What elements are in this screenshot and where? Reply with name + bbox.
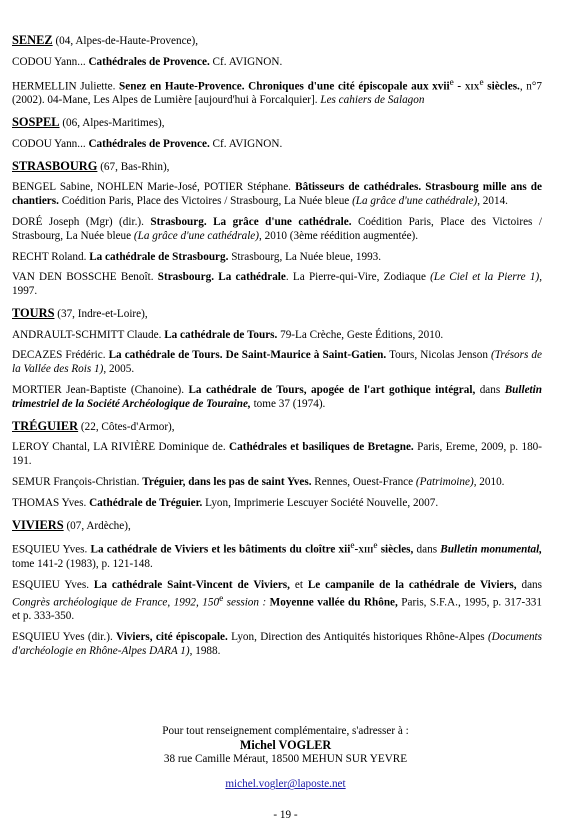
entry-title: Senez en Haute-Provence. Chroniques d'une cité épiscopale aux xvii: [119, 80, 450, 93]
section-viviers: [12, 519, 542, 659]
entry-bolditalic: Bulletin trimestriel de la Société Archéologique de Touraine,: [12, 384, 542, 410]
entry-rest: 79-La Crèche, Geste Éditions, 2010.: [277, 328, 444, 341]
bib-entry: [12, 138, 542, 152]
entry-mid: - xix: [453, 80, 480, 93]
section-senez: [12, 34, 542, 108]
section-strasbourg: [12, 160, 542, 299]
entry-sup2: e: [479, 77, 484, 88]
entry-title: Cathédrales de Provence.: [88, 137, 210, 150]
bib-entry: [12, 271, 542, 299]
department: (07, Ardèche),: [63, 519, 131, 532]
bib-entry: [12, 329, 542, 343]
department: (06, Alpes-Maritimes),: [59, 116, 165, 129]
entry-author: RECHT Roland.: [12, 250, 90, 263]
entry-author: ESQUIEU Yves.: [12, 578, 94, 591]
department: (22, Côtes-d'Armor),: [78, 420, 175, 433]
entry-title: Cathédrale de Tréguier.: [89, 496, 203, 509]
entry-title: Cathédrales de Provence.: [88, 55, 210, 68]
entry-italic2: session :: [223, 596, 267, 609]
footer-email-link[interactable]: michel.vogler@laposte.net: [225, 778, 346, 791]
entry-rest2: , 2005.: [103, 363, 135, 376]
section-tréguier: [12, 420, 542, 511]
entry-author: SEMUR François-Christian.: [12, 476, 143, 489]
bib-entry: [12, 631, 542, 659]
city-name: VIVIERS: [12, 517, 64, 532]
entry-rest: dans: [475, 384, 505, 397]
entry-rest: Rennes, Ouest-France: [311, 476, 416, 489]
bib-entry: [12, 579, 542, 624]
entry-rest: dans: [413, 544, 441, 557]
bib-entry: [12, 497, 542, 511]
bib-entry: [12, 540, 542, 571]
entry-italic: (Le Ciel et la Pierre 1): [430, 271, 540, 284]
entry-rest2: Paris, S.F.A., 1995, p. 317-331 et p. 333-350.: [12, 596, 542, 623]
entry-author: BENGEL Sabine, NOHLEN Marie-José, POTIER Stéphane.: [12, 181, 296, 194]
entry-rest3: dans: [516, 578, 542, 591]
entry-sup1: e: [449, 77, 454, 88]
entry-italic: Les cahiers de Salagon: [317, 94, 425, 107]
entry-rest: . La Pierre-qui-Vire, Zodiaque: [285, 271, 431, 284]
entry-italic: (La grâce d'une cathédrale): [352, 195, 478, 208]
bib-entry: [12, 441, 542, 469]
entry-rest: Paris, Ereme, 2009, p. 180-191.: [12, 441, 543, 468]
entry-rest: Coédition Paris, Place des Victoires / Strasbourg, La Nuée bleue: [58, 195, 353, 208]
department: (04, Alpes-de-Haute-Provence),: [52, 35, 199, 47]
section-sospel: [12, 116, 542, 152]
bib-entry: [12, 56, 542, 70]
bib-entry: [12, 77, 542, 108]
entry-title: Tréguier, dans les pas de saint Yves.: [142, 476, 312, 489]
entry-rest: Tours, Nicolas Jenson: [386, 349, 492, 362]
entry-title2: siècles,: [377, 544, 414, 557]
entry-italic: (Patrimoine): [415, 476, 474, 489]
section-heading: [12, 420, 542, 435]
entry-author: MORTIER Jean-Baptiste (Chanoine).: [12, 384, 189, 397]
entry-author: ESQUIEU Yves.: [12, 544, 91, 557]
entry-author: HERMELLIN Juliette.: [12, 80, 120, 93]
entry-title: Strasbourg. La cathédrale: [157, 271, 286, 284]
city-name: SENEZ: [12, 33, 53, 47]
footer-address: 38 rue Camille Méraut, 18500 MEHUN SUR YEVRE: [163, 752, 408, 765]
entry-author: ESQUIEU Yves (dir.).: [12, 630, 117, 643]
bib-entry: [12, 251, 542, 265]
bib-entry: [12, 384, 542, 412]
entry-title: Strasbourg. La grâce d'une cathédrale.: [150, 215, 352, 228]
entry-title: Bâtisseurs de cathédrales. Strasbourg mille ans de chantiers.: [12, 181, 542, 208]
bib-entry: [12, 349, 542, 377]
bib-entry: [12, 181, 542, 209]
entry-italic: (Documents d'archéologie en Rhône-Alpes DARA 1): [12, 630, 542, 657]
entry-title: La cathédrale Saint-Vincent de Viviers,: [93, 578, 290, 591]
entry-mid: -xiii: [354, 544, 374, 557]
city-name: TRÉGUIER: [12, 418, 79, 433]
entry-title: La cathédrale de Strasbourg.: [89, 250, 229, 263]
city-name: STRASBOURG: [12, 158, 98, 173]
entry-author: DORÉ Joseph (Mgr) (dir.).: [12, 215, 151, 228]
entry-sup2: e: [373, 541, 378, 552]
entry-sup1: e: [350, 541, 355, 552]
footer-name: Michel VOGLER: [239, 737, 332, 752]
entry-rest: Coédition Paris, Place des Victoires / Strasbourg, La Nuée bleue: [12, 215, 542, 242]
entry-title: Viviers, cité épiscopale.: [116, 630, 228, 643]
city-name: TOURS: [12, 305, 55, 320]
entry-rest: Lyon, Direction des Antiquités historiques Rhône-Alpes: [227, 630, 488, 643]
entry-rest2: tome 37 (1974).: [250, 397, 326, 410]
entry-author: CODOU Yann...: [12, 137, 89, 150]
entry-author: LEROY Chantal, LA RIVIÈRE Dominique de.: [12, 441, 230, 454]
entry-bolditalic: Bulletin monumental,: [440, 544, 542, 557]
entry-rest2: , 2014.: [477, 195, 508, 208]
section-tours: [12, 307, 542, 412]
entry-rest: Lyon, Imprimerie Lescuyer Société Nouvelle, 2007.: [202, 496, 439, 509]
entry-rest2: , 2010 (3ème réédition augmentée).: [259, 229, 419, 242]
entry-rest2: tome 141-2 (1983), p. 121-148.: [12, 557, 153, 570]
entry-rest: Cf. AVIGNON.: [209, 137, 283, 150]
entry-author: THOMAS Yves.: [12, 496, 90, 509]
entry-title3: Le campanile de la cathédrale de Viviers,: [307, 578, 517, 591]
entry-rest2: , 1997.: [12, 271, 542, 298]
section-heading: [12, 519, 542, 534]
entry-italic: (Trésors de la Vallée des Rois 1): [12, 349, 542, 376]
footer-contact-line: Pour tout renseignement complémentaire, s'adresser à :: [162, 725, 409, 737]
entry-italic: (La grâce d'une cathédrale): [133, 229, 260, 242]
entry-title: Cathédrales et basiliques de Bretagne.: [229, 441, 414, 454]
entry-rest: , n°7 (2002). 04-Mane, Les Alpes de Lumière [aujourd'hui à Forcalquier].: [12, 80, 542, 107]
section-heading: [12, 307, 542, 322]
section-heading: [12, 116, 542, 131]
section-heading: [12, 34, 542, 49]
bib-entry: [12, 476, 542, 490]
entry-author: DECAZES Frédéric.: [12, 349, 109, 362]
entry-rest: Cf. AVIGNON.: [209, 55, 283, 68]
bib-entry: [12, 216, 542, 244]
entry-title: La cathédrale de Tours.: [164, 328, 278, 341]
city-name: SOSPEL: [12, 114, 60, 129]
department: (37, Indre-et-Loire),: [54, 307, 148, 320]
entry-title: La cathédrale de Viviers et les bâtiments du cloître xii: [90, 544, 351, 557]
entry-title: La cathédrale de Tours. De Saint-Maurice à Saint-Gatien.: [108, 349, 387, 362]
entry-author: VAN DEN BOSSCHE Benoît.: [12, 271, 158, 284]
entry-rest: Strasbourg, La Nuée bleue, 1993.: [228, 250, 382, 263]
bibliography: [12, 34, 542, 667]
entry-author: CODOU Yann...: [12, 55, 89, 68]
footer: [0, 725, 571, 792]
entry-sup3: e: [219, 593, 224, 604]
entry-italic: Congrès archéologique de France, 1992, 150: [12, 596, 220, 609]
entry-title4: Moyenne vallée du Rhône,: [266, 596, 398, 609]
entry-rest: et: [289, 578, 308, 591]
entry-rest2: , 1988.: [189, 644, 221, 657]
department: (67, Bas-Rhin),: [97, 160, 170, 173]
page-number: - 19 -: [273, 809, 298, 821]
section-heading: [12, 160, 542, 175]
entry-title: La cathédrale de Tours, apogée de l'art gothique intégral,: [188, 384, 476, 397]
entry-title2: siècles.: [483, 80, 520, 93]
entry-author: ANDRAULT-SCHMITT Claude.: [12, 328, 165, 341]
entry-rest2: , 2010.: [473, 476, 505, 489]
